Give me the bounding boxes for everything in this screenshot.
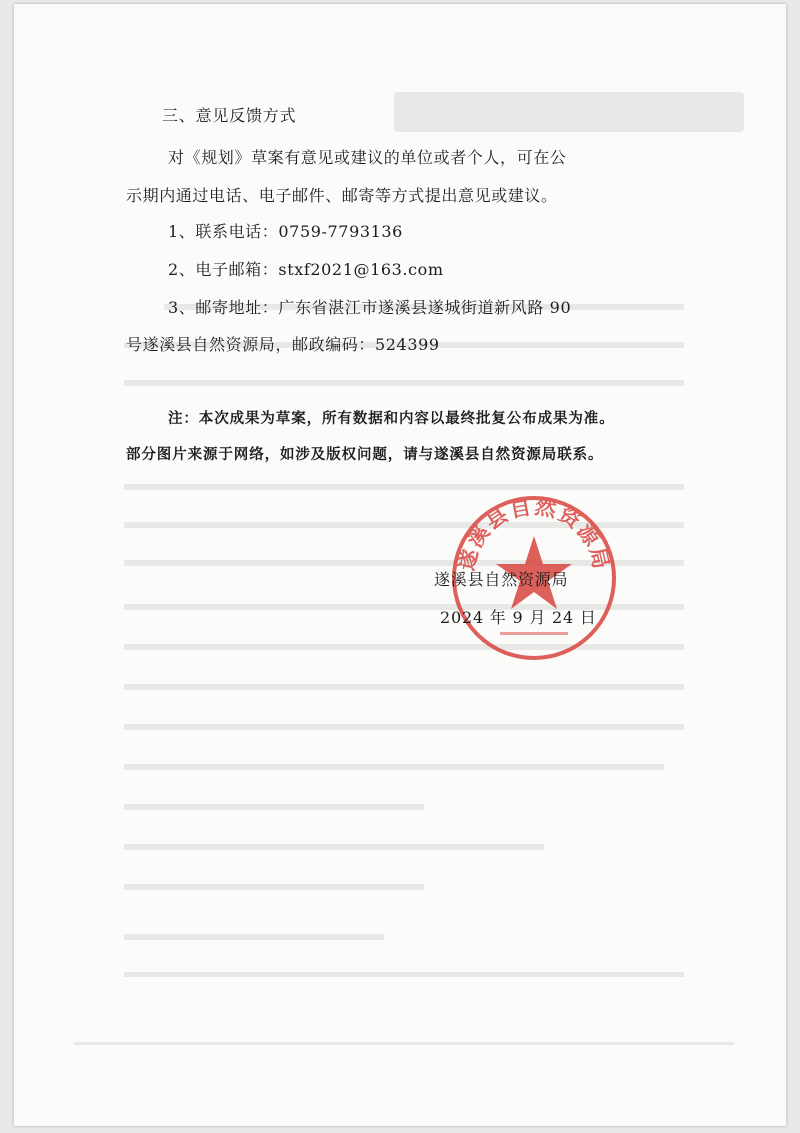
contact-email: 2、电子邮箱：stxf2021@163.com [168, 260, 444, 279]
intro-line-1: 对《规划》草案有意见或建议的单位或者个人，可在公 [168, 148, 567, 167]
signature-date: 2024 年 9 月 24 日 [440, 608, 597, 627]
contact-address-line-2: 号遂溪县自然资源局，邮政编码：524399 [126, 335, 440, 354]
notice-line-1: 注：本次成果为草案，所有数据和内容以最终批复公布成果为准。 [168, 410, 615, 427]
intro-line-2: 示期内通过电话、电子邮件、邮寄等方式提出意见或建议。 [126, 186, 558, 205]
contact-address: 3、邮寄地址：广东省湛江市遂溪县遂城街道新风路 90 [168, 298, 572, 317]
contact-phone: 1、联系电话：0759-7793136 [168, 222, 403, 241]
seal-text: 遂溪县自然资源局 [453, 493, 615, 573]
document-page [14, 4, 786, 1126]
signature-organization: 遂溪县自然资源局 [434, 570, 569, 589]
notice-line-2: 部分图片来源于网络，如涉及版权问题，请与遂溪县自然资源局联系。 [126, 446, 604, 463]
bleed-through-texture [14, 4, 786, 1126]
section-heading: 三、意见反馈方式 [162, 106, 297, 125]
